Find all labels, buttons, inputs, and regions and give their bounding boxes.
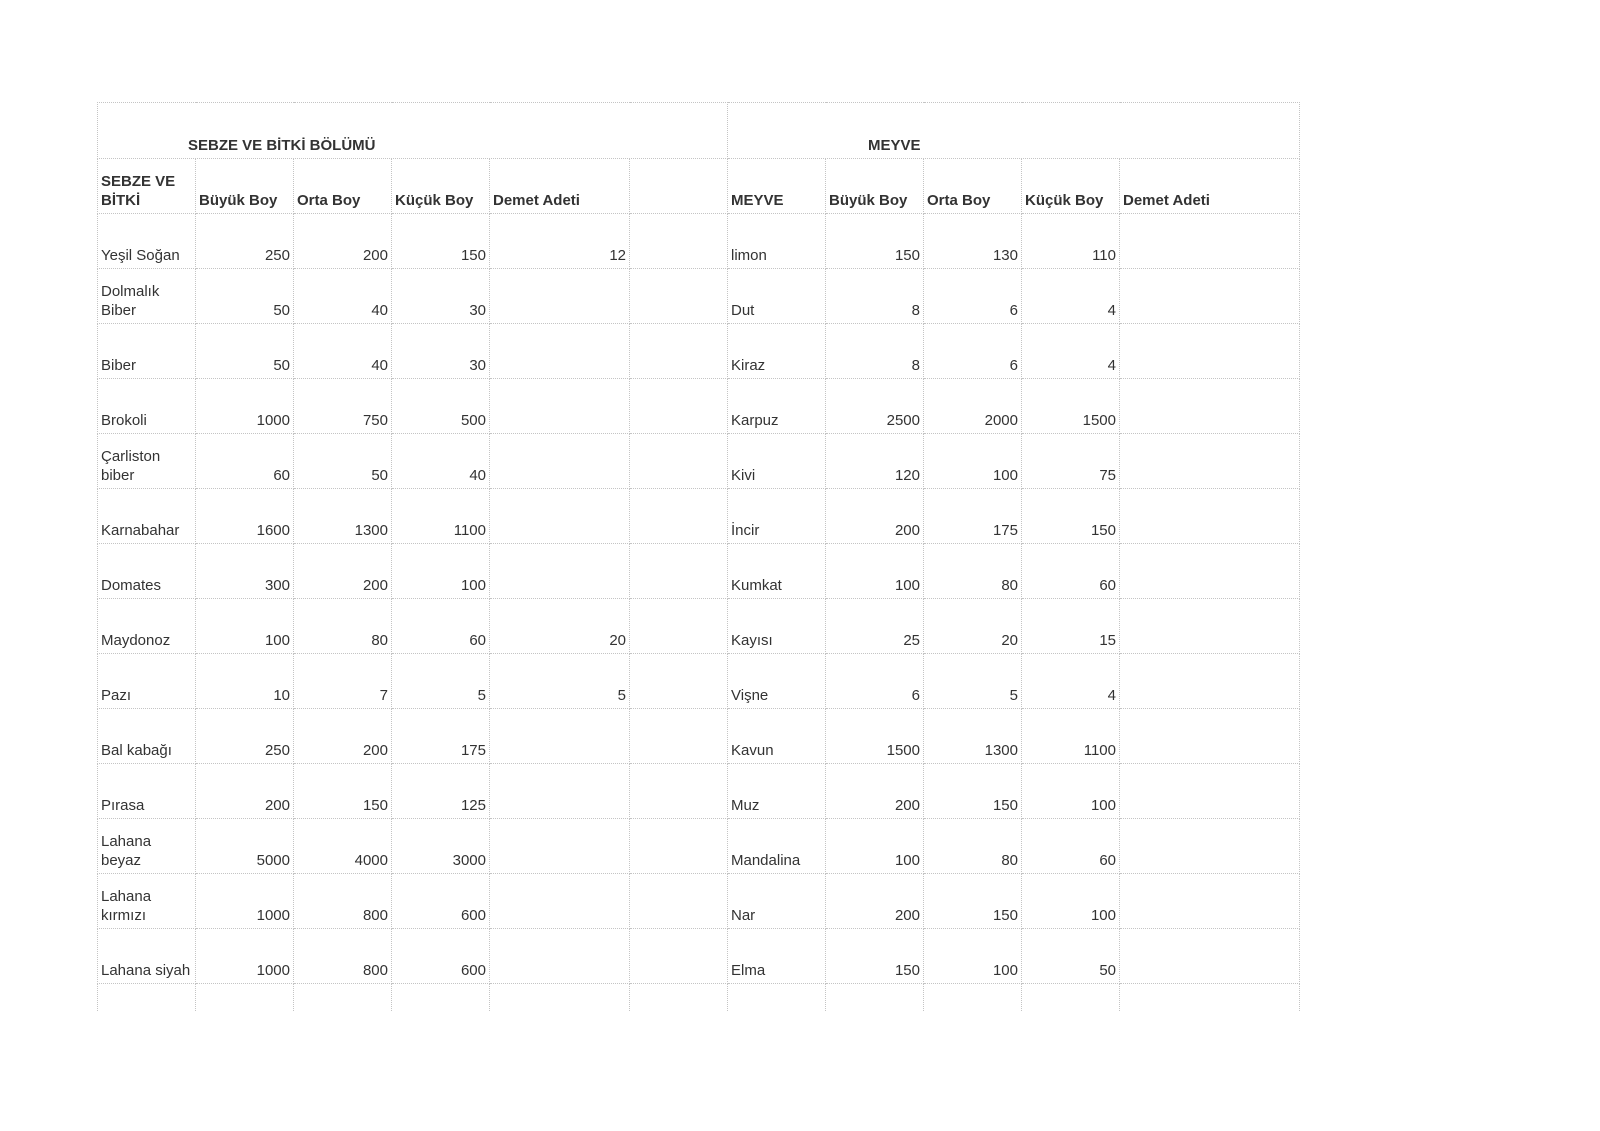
vegetable-medium-cell: 200 (294, 709, 392, 764)
fruit-small-cell: 1500 (1022, 379, 1120, 434)
table-row (98, 874, 1300, 929)
fruit-small-cell: 60 (1022, 544, 1120, 599)
vegetable-bunch-cell (490, 544, 630, 599)
fruit-small-cell: 60 (1022, 819, 1120, 874)
fruit-name-cell: Karpuz (728, 379, 826, 434)
fruit-section-title (728, 103, 1300, 159)
fruit-small-cell: 110 (1022, 214, 1120, 269)
fruit-medium-cell: 100 (924, 434, 1022, 489)
fruit-medium-cell: 6 (924, 324, 1022, 379)
vegetable-bunch-cell (490, 819, 630, 874)
fruit-large-cell: 1500 (826, 709, 924, 764)
spacer-cell (630, 709, 728, 764)
vegetable-medium-cell: 40 (294, 324, 392, 379)
table-row (98, 764, 1300, 819)
empty-cell (924, 984, 1022, 1012)
vegetable-bunch-cell (490, 324, 630, 379)
vegetable-small-cell: 175 (392, 709, 490, 764)
vegetable-bunch-cell: 12 (490, 214, 630, 269)
section-title-row (98, 103, 1300, 159)
vegetable-medium-cell: 200 (294, 544, 392, 599)
spacer-cell (630, 544, 728, 599)
vegetable-medium-cell: 50 (294, 434, 392, 489)
fruit-bunch-cell (1120, 874, 1300, 929)
vegetable-name-cell: Bal kabağı (98, 709, 196, 764)
spacer-cell (630, 379, 728, 434)
spacer-cell (630, 874, 728, 929)
vegetable-name-cell: Karnabahar (98, 489, 196, 544)
column-header-row (98, 159, 1300, 214)
fruit-bunch-cell (1120, 379, 1300, 434)
header-vegetable-bunch: Demet Adeti (490, 159, 630, 214)
fruit-small-cell: 4 (1022, 269, 1120, 324)
fruit-small-cell: 4 (1022, 654, 1120, 709)
fruit-name-cell: Nar (728, 874, 826, 929)
fruit-name-cell: Mandalina (728, 819, 826, 874)
fruit-large-cell: 150 (826, 214, 924, 269)
spacer-cell (630, 434, 728, 489)
header-vegetable-name: SEBZE VE BİTKİ (98, 159, 196, 214)
fruit-bunch-cell (1120, 819, 1300, 874)
fruit-small-cell: 75 (1022, 434, 1120, 489)
fruit-large-cell: 100 (826, 544, 924, 599)
spacer-cell (630, 819, 728, 874)
fruit-large-cell: 200 (826, 874, 924, 929)
empty-cell (826, 984, 924, 1012)
fruit-small-cell: 100 (1022, 874, 1120, 929)
vegetable-small-cell: 60 (392, 599, 490, 654)
fruit-medium-cell: 175 (924, 489, 1022, 544)
vegetable-large-cell: 100 (196, 599, 294, 654)
header-fruit-large: Büyük Boy (826, 159, 924, 214)
fruit-medium-cell: 20 (924, 599, 1022, 654)
fruit-medium-cell: 150 (924, 874, 1022, 929)
vegetable-name-cell: Biber (98, 324, 196, 379)
spacer-cell (630, 929, 728, 984)
fruit-large-cell: 200 (826, 764, 924, 819)
fruit-medium-cell: 80 (924, 544, 1022, 599)
fruit-large-cell: 8 (826, 324, 924, 379)
table-row (98, 599, 1300, 654)
vegetable-large-cell: 1000 (196, 379, 294, 434)
fruit-name-cell: Dut (728, 269, 826, 324)
spacer-cell (630, 489, 728, 544)
table-row (98, 929, 1300, 984)
table-row (98, 709, 1300, 764)
vegetable-bunch-cell (490, 434, 630, 489)
vegetable-small-cell: 1100 (392, 489, 490, 544)
vegetable-large-cell: 250 (196, 709, 294, 764)
spacer-cell (630, 324, 728, 379)
fruit-medium-cell: 2000 (924, 379, 1022, 434)
empty-cell (1022, 984, 1120, 1012)
empty-cell (392, 984, 490, 1012)
vegetable-small-cell: 600 (392, 929, 490, 984)
vegetable-bunch-cell: 5 (490, 654, 630, 709)
fruit-name-cell: İncir (728, 489, 826, 544)
fruit-name-cell: Muz (728, 764, 826, 819)
vegetable-name-cell: Pazı (98, 654, 196, 709)
price-sheet (97, 102, 1300, 1011)
vegetable-bunch-cell (490, 709, 630, 764)
fruit-medium-cell: 100 (924, 929, 1022, 984)
vegetable-medium-cell: 40 (294, 269, 392, 324)
spacer-cell (630, 159, 728, 214)
vegetable-bunch-cell (490, 269, 630, 324)
vegetable-bunch-cell (490, 764, 630, 819)
vegetable-large-cell: 300 (196, 544, 294, 599)
fruit-name-cell: Kivi (728, 434, 826, 489)
vegetable-large-cell: 200 (196, 764, 294, 819)
empty-cell (1120, 984, 1300, 1012)
fruit-large-cell: 150 (826, 929, 924, 984)
vegetable-name-cell: Brokoli (98, 379, 196, 434)
vegetable-large-cell: 60 (196, 434, 294, 489)
table-row (98, 489, 1300, 544)
vegetable-name-cell: Dolmalık Biber (98, 269, 196, 324)
vegetable-large-cell: 250 (196, 214, 294, 269)
vegetable-small-cell: 500 (392, 379, 490, 434)
fruit-name-cell: Kiraz (728, 324, 826, 379)
fruit-large-cell: 120 (826, 434, 924, 489)
fruit-bunch-cell (1120, 434, 1300, 489)
vegetable-bunch-cell (490, 489, 630, 544)
vegetable-name-cell: Lahana beyaz (98, 819, 196, 874)
vegetable-name-cell: Pırasa (98, 764, 196, 819)
fruit-large-cell: 100 (826, 819, 924, 874)
vegetable-large-cell: 50 (196, 324, 294, 379)
header-fruit-medium: Orta Boy (924, 159, 1022, 214)
vegetable-large-cell: 1600 (196, 489, 294, 544)
vegetable-large-cell: 1000 (196, 929, 294, 984)
vegetable-small-cell: 125 (392, 764, 490, 819)
vegetable-small-cell: 30 (392, 269, 490, 324)
fruit-bunch-cell (1120, 764, 1300, 819)
fruit-large-cell: 25 (826, 599, 924, 654)
fruit-name-cell: limon (728, 214, 826, 269)
vegetable-name-cell: Çarliston biber (98, 434, 196, 489)
vegetable-large-cell: 1000 (196, 874, 294, 929)
vegetable-small-cell: 100 (392, 544, 490, 599)
spacer-cell (630, 599, 728, 654)
vegetable-bunch-cell (490, 874, 630, 929)
header-vegetable-medium: Orta Boy (294, 159, 392, 214)
vegetable-medium-cell: 800 (294, 929, 392, 984)
empty-cell (98, 984, 196, 1012)
empty-cell (490, 984, 630, 1012)
fruit-small-cell: 4 (1022, 324, 1120, 379)
table-row (98, 819, 1300, 874)
header-vegetable-small: Küçük Boy (392, 159, 490, 214)
vegetable-section-title-text: SEBZE VE BİTKİ BÖLÜMÜ (188, 137, 376, 154)
fruit-medium-cell: 150 (924, 764, 1022, 819)
fruit-bunch-cell (1120, 324, 1300, 379)
fruit-small-cell: 50 (1022, 929, 1120, 984)
fruit-bunch-cell (1120, 269, 1300, 324)
vegetable-medium-cell: 1300 (294, 489, 392, 544)
fruit-name-cell: Vişne (728, 654, 826, 709)
vegetable-small-cell: 40 (392, 434, 490, 489)
vegetable-section-title (98, 103, 728, 159)
fruit-medium-cell: 6 (924, 269, 1022, 324)
empty-cell (294, 984, 392, 1012)
fruit-large-cell: 2500 (826, 379, 924, 434)
header-fruit-small: Küçük Boy (1022, 159, 1120, 214)
fruit-bunch-cell (1120, 654, 1300, 709)
vegetable-name-cell: Lahana siyah (98, 929, 196, 984)
vegetable-medium-cell: 7 (294, 654, 392, 709)
fruit-large-cell: 200 (826, 489, 924, 544)
fruit-bunch-cell (1120, 544, 1300, 599)
spacer-cell (630, 654, 728, 709)
fruit-medium-cell: 130 (924, 214, 1022, 269)
vegetable-name-cell: Maydonoz (98, 599, 196, 654)
table-row (98, 434, 1300, 489)
fruit-small-cell: 150 (1022, 489, 1120, 544)
fruit-medium-cell: 1300 (924, 709, 1022, 764)
header-fruit-name: MEYVE (728, 159, 826, 214)
vegetable-small-cell: 30 (392, 324, 490, 379)
vegetable-name-cell: Domates (98, 544, 196, 599)
vegetable-name-cell: Yeşil Soğan (98, 214, 196, 269)
vegetable-bunch-cell (490, 379, 630, 434)
spacer-cell (630, 214, 728, 269)
table-row (98, 654, 1300, 709)
vegetable-name-cell: Lahana kırmızı (98, 874, 196, 929)
vegetable-medium-cell: 200 (294, 214, 392, 269)
fruit-small-cell: 100 (1022, 764, 1120, 819)
fruit-name-cell: Kumkat (728, 544, 826, 599)
header-vegetable-large: Büyük Boy (196, 159, 294, 214)
fruit-section-title-text: MEYVE (868, 137, 921, 154)
fruit-name-cell: Kayısı (728, 599, 826, 654)
fruit-bunch-cell (1120, 929, 1300, 984)
table-row (98, 269, 1300, 324)
vegetable-small-cell: 5 (392, 654, 490, 709)
vegetable-small-cell: 150 (392, 214, 490, 269)
spacer-cell (630, 269, 728, 324)
vegetable-bunch-cell: 20 (490, 599, 630, 654)
vegetable-large-cell: 50 (196, 269, 294, 324)
fruit-bunch-cell (1120, 214, 1300, 269)
fruit-medium-cell: 5 (924, 654, 1022, 709)
vegetable-large-cell: 5000 (196, 819, 294, 874)
vegetable-small-cell: 3000 (392, 819, 490, 874)
fruit-small-cell: 15 (1022, 599, 1120, 654)
fruit-name-cell: Elma (728, 929, 826, 984)
empty-cell (728, 984, 826, 1012)
vegetable-large-cell: 10 (196, 654, 294, 709)
header-fruit-bunch: Demet Adeti (1120, 159, 1300, 214)
table-row (98, 379, 1300, 434)
fruit-bunch-cell (1120, 489, 1300, 544)
empty-row (98, 984, 1300, 1012)
vegetable-medium-cell: 800 (294, 874, 392, 929)
fruit-medium-cell: 80 (924, 819, 1022, 874)
table-row (98, 214, 1300, 269)
spacer-cell (630, 764, 728, 819)
fruit-small-cell: 1100 (1022, 709, 1120, 764)
fruit-bunch-cell (1120, 599, 1300, 654)
vegetable-bunch-cell (490, 929, 630, 984)
fruit-large-cell: 8 (826, 269, 924, 324)
empty-cell (196, 984, 294, 1012)
fruit-bunch-cell (1120, 709, 1300, 764)
empty-cell (630, 984, 728, 1012)
vegetable-medium-cell: 4000 (294, 819, 392, 874)
table-row (98, 324, 1300, 379)
fruit-large-cell: 6 (826, 654, 924, 709)
vegetable-small-cell: 600 (392, 874, 490, 929)
vegetable-medium-cell: 750 (294, 379, 392, 434)
vegetable-medium-cell: 150 (294, 764, 392, 819)
fruit-name-cell: Kavun (728, 709, 826, 764)
vegetable-medium-cell: 80 (294, 599, 392, 654)
table-row (98, 544, 1300, 599)
